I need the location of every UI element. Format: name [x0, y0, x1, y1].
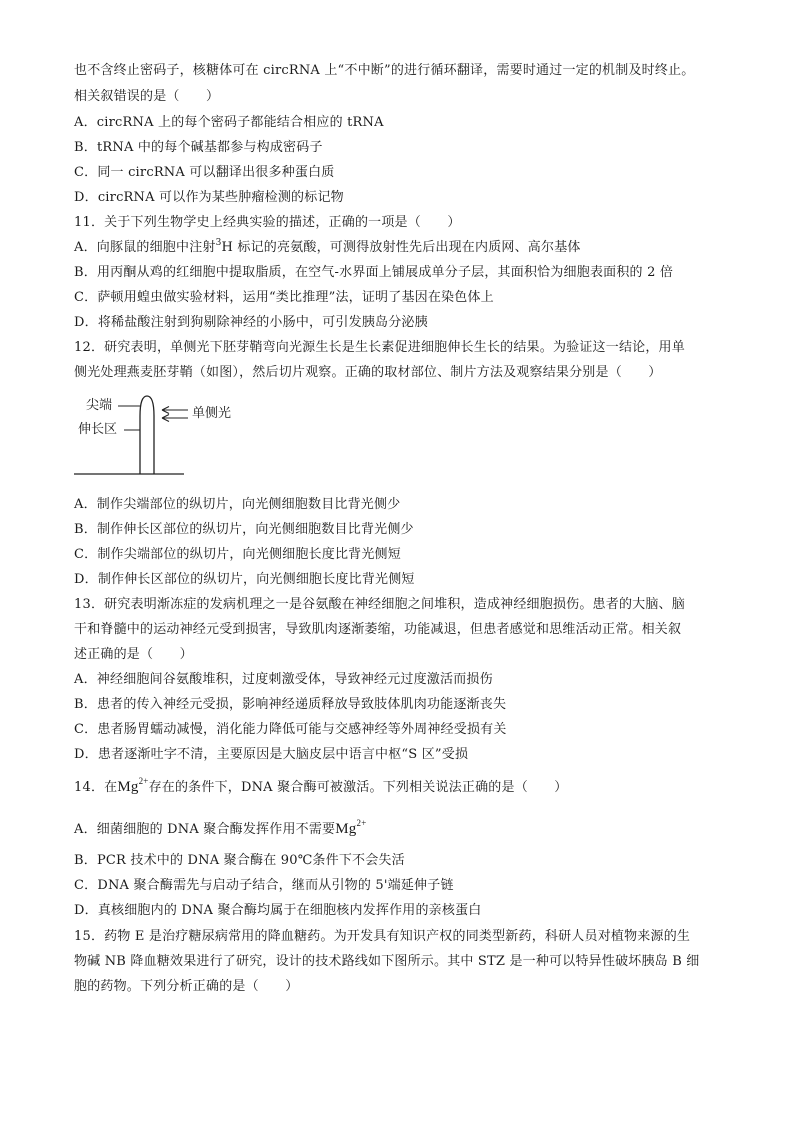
elongation-zone-label: 伸长区: [78, 422, 118, 437]
q14-option-d: D．真核细胞内的 DNA 聚合酶均属于在细胞核内发挥作用的亲核蛋白: [74, 903, 482, 918]
q10-option-c: C．同一 circRNA 可以翻译出很多种蛋白质: [74, 165, 335, 180]
q14-stem-tail: 存在的条件下，DNA 聚合酶可被激活。下列相关说法正确的是（ ）: [148, 780, 568, 795]
isotope-superscript: 3: [215, 237, 222, 248]
q14-stem: [74, 776, 754, 799]
q11-option-a-head: A．向豚鼠的细胞中注射: [74, 240, 216, 255]
q13-stem-line-1: 13．研究表明渐冻症的发病机理之一是谷氨酸在神经细胞之间堆积，造成神经细胞损伤。患者的大脑、脑: [74, 597, 685, 612]
q10-option-b: B．tRNA 中的每个碱基都参与构成密码子: [74, 140, 323, 155]
q12-option-c: C．制作尖端部位的纵切片，向光侧细胞长度比背光侧短: [74, 547, 401, 562]
coleoptile-figure: [74, 392, 284, 478]
q10-stem-line-1: 也不含终止密码子，核糖体可在 circRNA 上“不中断”的进行循环翻译，需要时通过一定的机制及时终止。: [74, 63, 695, 78]
mg-ion-option-a: $Mg^{2+}$: [335, 818, 367, 837]
q14-option-b: B．PCR 技术中的 DNA 聚合酶在 90℃条件下不会失活: [74, 853, 405, 868]
tip-label: 尖端: [86, 398, 113, 413]
q11-option-d: D．将稀盐酸注射到狗剔除神经的小肠中，可引发胰岛分泌胰: [74, 315, 428, 330]
q11-option-a: [74, 239, 754, 257]
q14-option-a: [74, 818, 754, 841]
q13-option-b: B．患者的传入神经元受损，影响神经递质释放导致肢体肌肉功能逐渐丧失: [74, 697, 507, 712]
q12-option-d: D．制作伸长区部位的纵切片，向光侧细胞长度比背光侧短: [74, 572, 415, 587]
q11-option-b: B．用丙酮从鸡的红细胞中提取脂质，在空气-水界面上铺展成单分子层，其面积恰为细胞表面积的 2 倍: [74, 265, 674, 280]
q12-stem-line-1: 12．研究表明，单侧光下胚芽鞘弯向光源生长是生长素促进细胞伸长生长的结果。为验证这一结论，用单: [74, 340, 685, 355]
q10-option-a: A．circRNA 上的每个密码子都能结合相应的 tRNA: [74, 115, 384, 130]
q12-stem-line-2: 侧光处理燕麦胚芽鞘（如图），然后切片观察。正确的取材部位、制片方法及观察结果分别是（ ）: [74, 365, 662, 380]
q13-option-a: A．神经细胞间谷氨酸堆积，过度刺激受体，导致神经元过度激活而损伤: [74, 672, 493, 687]
q12-option-a: A．制作尖端部位的纵切片，向光侧细胞数目比背光侧少: [74, 497, 401, 512]
mg-ion: $Mg^{2+}$: [117, 776, 149, 795]
q14-option-c: C．DNA 聚合酶需先与启动子结合，继而从引物的 5'端延伸子链: [74, 878, 454, 893]
q15-stem-line-3: 胞的药物。下列分析正确的是（ ）: [74, 979, 299, 994]
q15-stem-line-2: 物碱 NB 降血糖效果进行了研究，设计的技术路线如下图所示。其中 STZ 是一种可以特异性破坏胰岛 B 细: [74, 954, 700, 969]
q13-stem-line-2: 干和脊髓中的运动神经元受到损害，导致肌肉逐渐萎缩，功能减退，但患者感觉和思维活动正常。相关叙: [74, 622, 682, 637]
q11-option-a-tail: H 标记的亮氨酸，可测得放射性先后出现在内质网、高尔基体: [221, 240, 581, 255]
q12-option-b: B．制作伸长区部位的纵切片，向光侧细胞数目比背光侧少: [74, 522, 414, 537]
q13-stem-line-3: 述正确的是（ ）: [74, 647, 193, 662]
q15-stem-line-1: 15．药物 E 是治疗糖尿病常用的降血糖药。为开发具有知识产权的同类型新药，科研人员对植物来源的生: [74, 929, 691, 944]
q13-option-d: D．患者逐渐吐字不清，主要原因是大脑皮层中语言中枢“S 区”受损: [74, 747, 469, 762]
q13-option-c: C．患者肠胃蠕动减慢，消化能力降低可能与交感神经等外周神经受损有关: [74, 722, 507, 737]
q14-stem-head: 14．在: [74, 780, 118, 795]
q11-option-c: C．萨顿用蝗虫做实验材料，运用“类比推理”法，证明了基因在染色体上: [74, 290, 494, 305]
q11-stem: 11．关于下列生物学史上经典实验的描述，正确的一项是（ ）: [74, 215, 461, 230]
unilateral-light-label: 单侧光: [192, 406, 232, 421]
q14-option-a-text: A．细菌细胞的 DNA 聚合酶发挥作用不需要: [74, 822, 336, 837]
q10-option-d: D．circRNA 可以作为某些肿瘤检测的标记物: [74, 190, 344, 205]
q10-stem-line-2: 相关叙错误的是（ ）: [74, 89, 220, 104]
